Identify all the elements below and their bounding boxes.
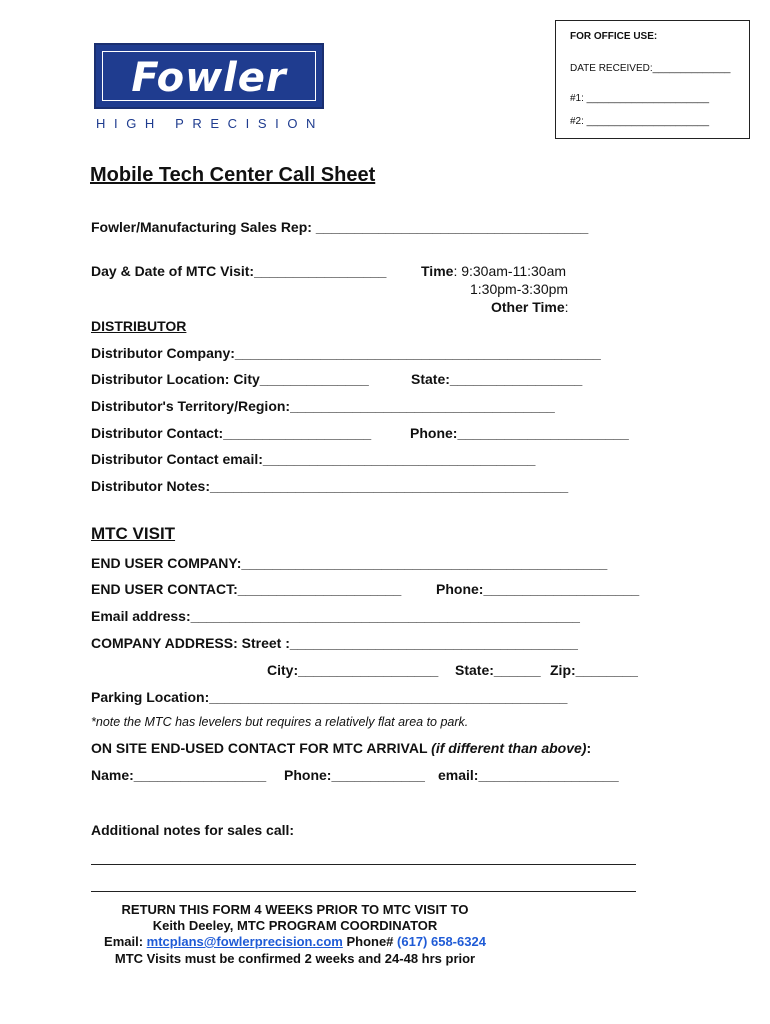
onsite-email-field: email:__________________ [438,767,619,783]
distributor-location-field: Distributor Location: City______________ [91,371,369,387]
time-slot-1 [421,263,566,279]
onsite-contact-heading [91,740,591,756]
sales-rep-field: Fowler/Manufacturing Sales Rep: ___________________________________ [91,219,589,235]
email-label: Email: [104,934,147,949]
distributor-territory-field: Distributor's Territory/Region:__________________________________ [91,398,555,414]
office-line-1: #1: ______________________ [570,93,710,104]
distributor-contact-field: Distributor Contact:___________________ [91,425,372,441]
parking-location-field: Parking Location:______________________________________________ [91,689,568,705]
distributor-phone-field: Phone:______________________ [410,425,629,441]
end-user-company-field: END USER COMPANY:_______________________________________________ [91,555,608,571]
other-time-colon: : [564,299,569,315]
coordinator-name: Keith Deeley, MTC PROGRAM COORDINATOR [152,918,438,933]
logo-wordmark: Fowler [131,55,287,101]
logo-frame [102,51,316,101]
contact-line [60,934,530,949]
time-slot-2: 1:30pm-3:30pm [470,281,569,297]
coordinator-phone[interactable]: (617) 658-6324 [397,934,486,949]
mtc-visit-heading: MTC VISIT [91,524,176,543]
visit-date-field: Day & Date of MTC Visit:_________________ [91,263,387,279]
time-slot-1-value: : 9:30am-11:30am [453,263,567,279]
distributor-email-field: Distributor Contact email:___________________________________ [91,451,536,467]
company-city-field: City:__________________ [267,662,439,678]
page-title: Mobile Tech Center Call Sheet [90,164,376,186]
coordinator-email-link[interactable]: mtcplans@fowlerprecision.com [146,934,343,949]
onsite-heading-colon: : [586,740,592,756]
notes-line-1 [91,864,636,865]
end-user-email-field: Email address:__________________________________________________ [91,608,580,624]
logo-tagline: HIGH PRECISION [96,116,325,131]
phone-label: Phone# [342,934,398,949]
end-user-contact-field: END USER CONTACT:_____________________ [91,581,402,597]
return-instruction: RETURN THIS FORM 4 WEEKS PRIOR TO MTC VISIT TO [121,902,469,917]
office-use-box [555,20,750,139]
other-time-field [491,299,569,315]
distributor-notes-field: Distributor Notes:______________________________________________ [91,478,569,494]
company-address-field: COMPANY ADDRESS: Street :_____________________________________ [91,635,578,651]
end-user-phone-field: Phone:____________________ [436,581,640,597]
time-label: Time [421,263,454,279]
distributor-heading: DISTRIBUTOR [91,318,187,334]
distributor-state-field: State:_________________ [411,371,583,387]
date-received-field: DATE RECEIVED:______________ [570,63,731,74]
onsite-heading-text: ON SITE END-USED CONTACT FOR MTC ARRIVAL [91,740,428,756]
notes-line-2 [91,891,636,892]
fowler-logo [94,43,324,109]
company-state-field: State:______ [455,662,541,678]
office-line-2: #2: ______________________ [570,116,710,127]
additional-notes-label: Additional notes for sales call: [91,822,295,838]
mtc-note: *note the MTC has levelers but requires a relatively flat area to park. [91,715,469,729]
company-zip-field: Zip:________ [550,662,638,678]
confirmation-note: MTC Visits must be confirmed 2 weeks and 24-48 hrs prior [114,951,476,966]
distributor-company-field: Distributor Company:_______________________________________________ [91,345,601,361]
onsite-name-field: Name:_________________ [91,767,267,783]
onsite-phone-field: Phone:____________ [284,767,425,783]
onsite-heading-italic: (if different than above) [431,740,587,756]
other-time-label: Other Time [491,299,565,315]
office-use-heading: FOR OFFICE USE: [570,31,658,42]
